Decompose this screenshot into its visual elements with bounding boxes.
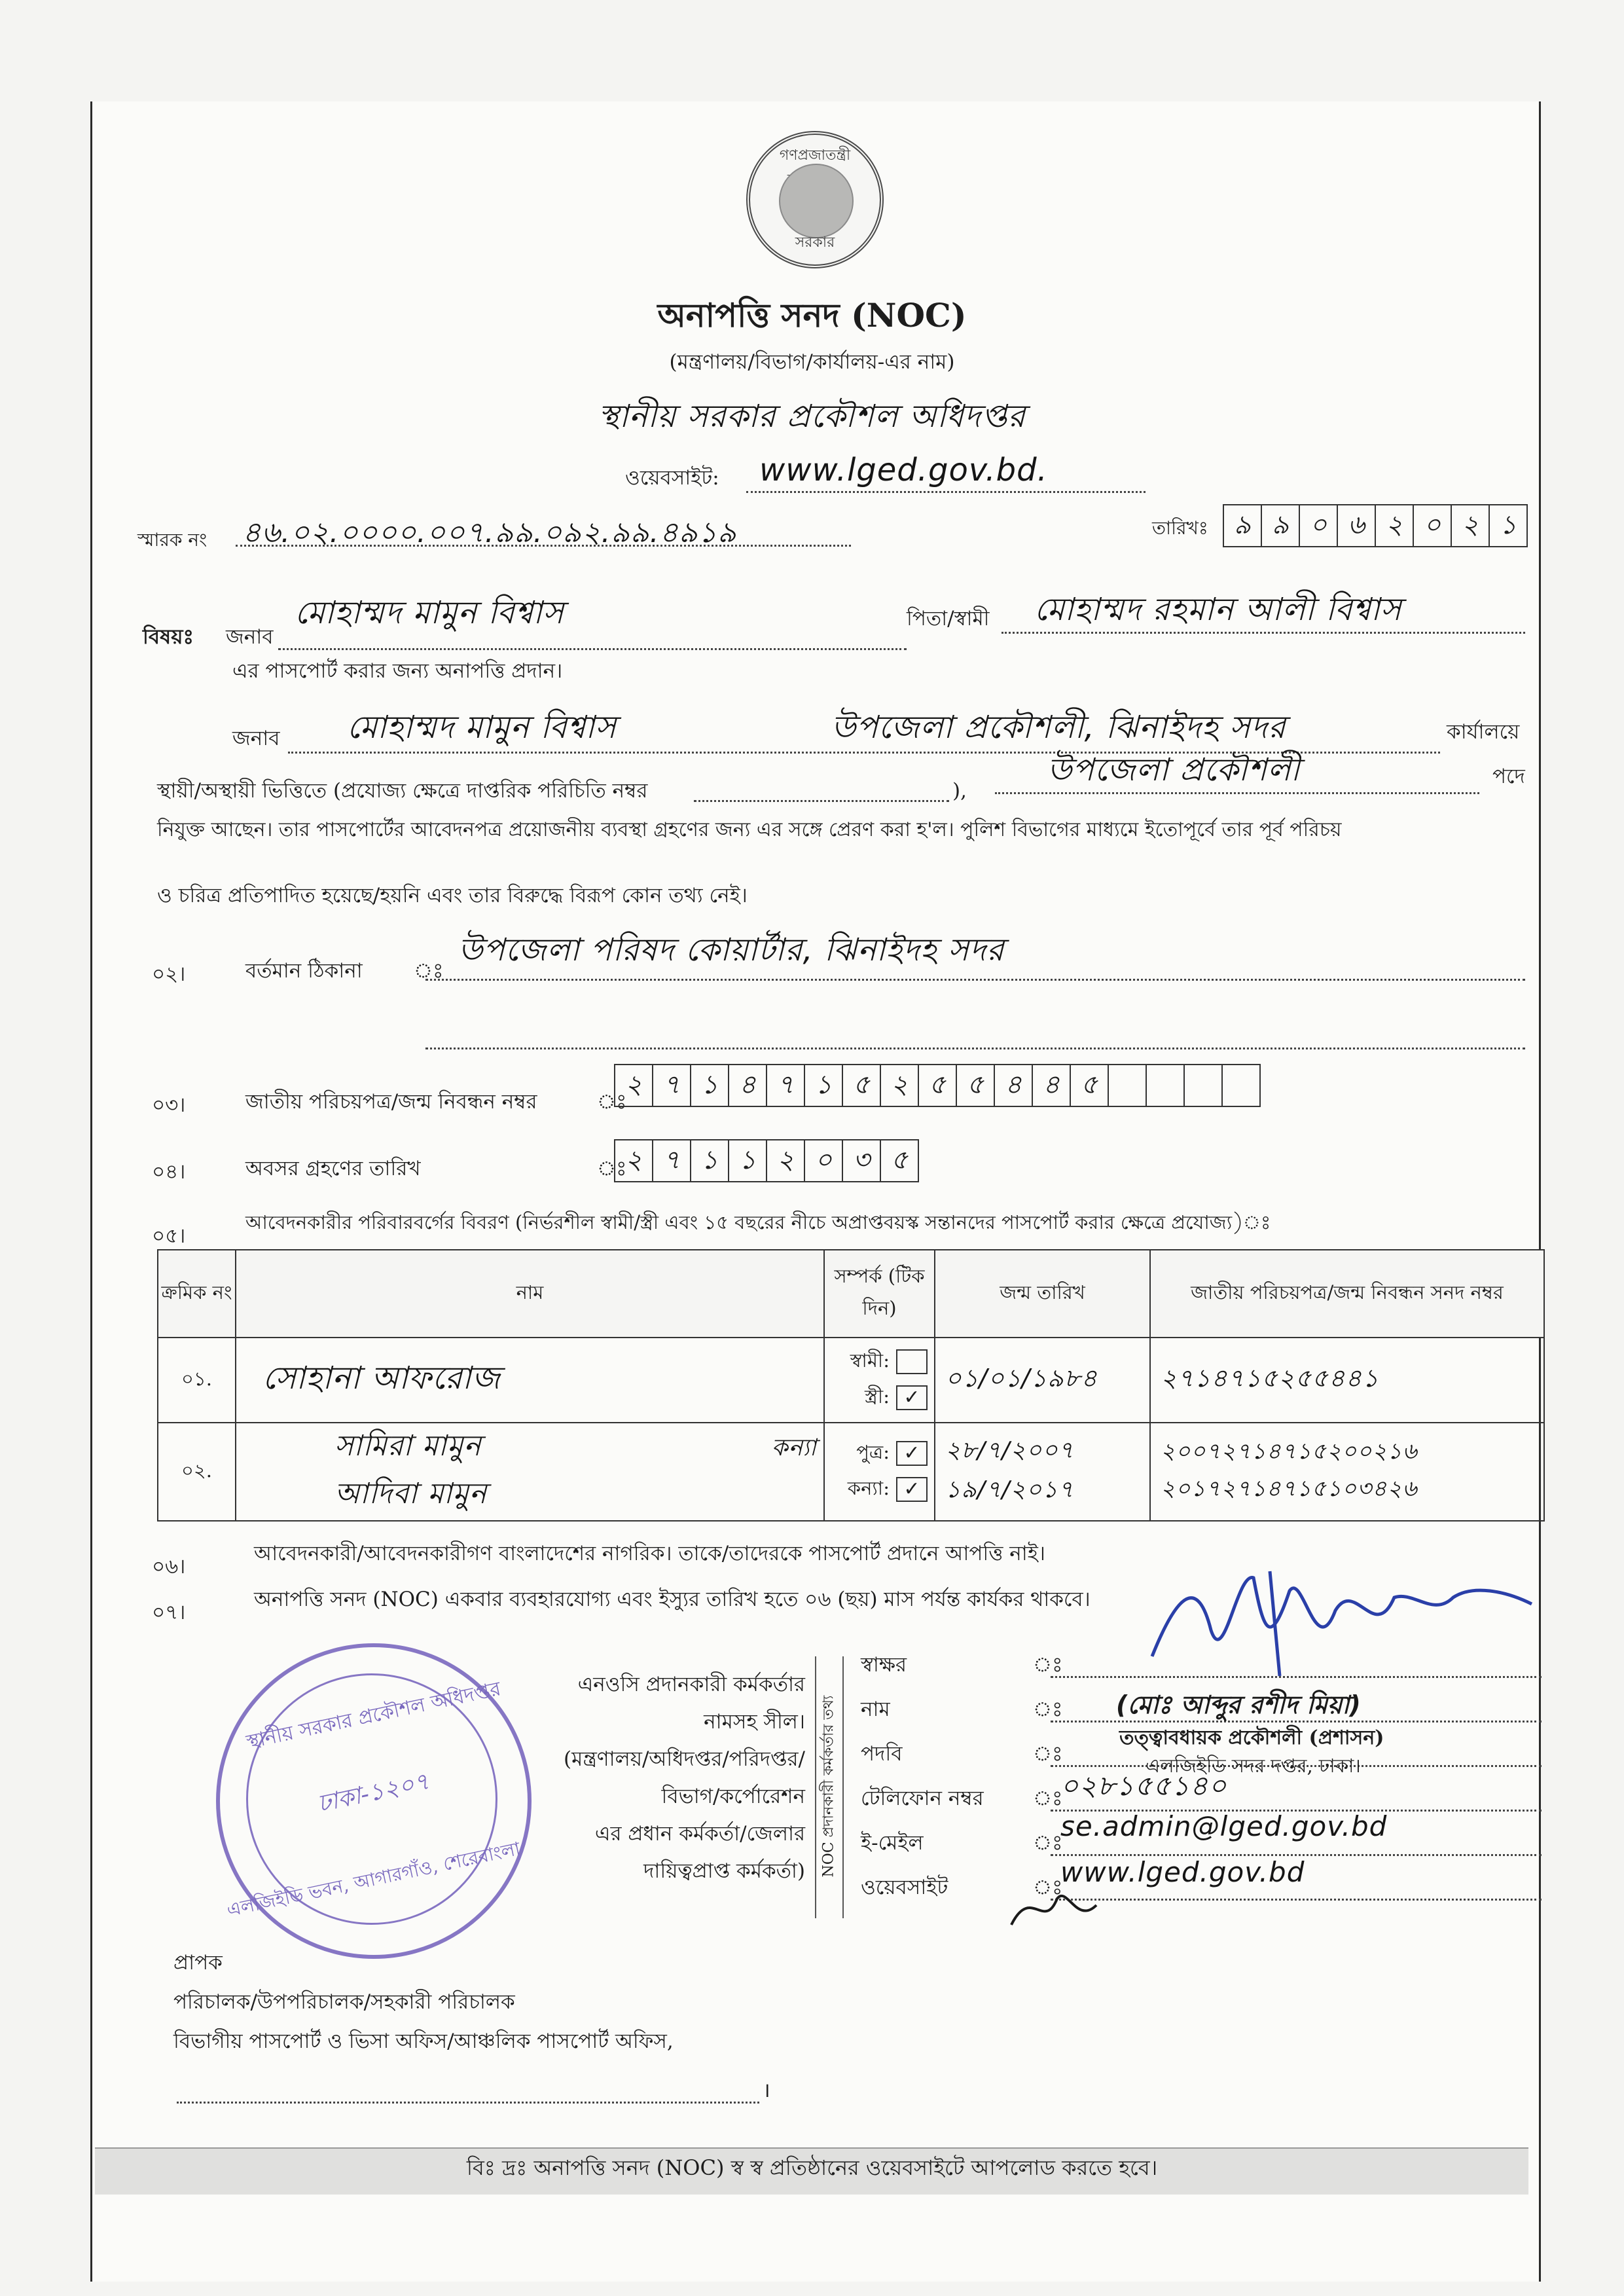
nid-digit-box: ৫ bbox=[842, 1064, 881, 1107]
nid-colon: ঃ bbox=[597, 1090, 627, 1114]
header-name: নাম bbox=[236, 1250, 824, 1338]
retire-digit-box: ২ bbox=[766, 1139, 805, 1182]
memo-number: ৪৬.০২.০০০০.০০৭.৯৯.০৯২.৯৯.৪৯১৯ bbox=[242, 516, 737, 549]
nid-digit-box: ৭ bbox=[652, 1064, 691, 1107]
nid-digit-box: ২ bbox=[880, 1064, 919, 1107]
relation-daughter-label: কন্যা: bbox=[847, 1477, 890, 1499]
officer-seal-name: (মোঃ আব্দুর রশীদ মিয়া) bbox=[1116, 1690, 1361, 1719]
father-label: পিতা/স্বামী bbox=[907, 607, 990, 630]
date-digit-box: ০ bbox=[1299, 504, 1338, 547]
officer-seal-office: এলজিইডি সদর দপ্তর, ঢাকা। bbox=[1146, 1755, 1361, 1777]
ministry-subtitle: (মন্ত্রণালয়/বিভাগ/কার্যালয়-এর নাম) bbox=[669, 350, 955, 374]
father-name: মোহাম্মদ রহমান আলী বিশ্বাস bbox=[1034, 591, 1402, 628]
nid-digit-box bbox=[1146, 1064, 1185, 1107]
retire-digit-box: ৫ bbox=[880, 1139, 919, 1182]
relation-son-label: পুত্র: bbox=[856, 1441, 890, 1463]
date-digit-box: ৯ bbox=[1223, 504, 1262, 547]
retire-digit-box: ৭ bbox=[652, 1139, 691, 1182]
row-nid bbox=[1150, 1423, 1544, 1521]
retire-colon: ঃ bbox=[597, 1157, 627, 1180]
address-colon: ঃ bbox=[414, 959, 444, 983]
officer-line-6: দায়িত্বপ্রাপ্ত কর্মকর্তা) bbox=[643, 1859, 805, 1883]
relation-daughter-checkbox[interactable]: ✓ bbox=[896, 1477, 928, 1502]
officer-signature bbox=[1139, 1552, 1545, 1683]
retire-digit-box: ১ bbox=[690, 1139, 729, 1182]
officer-phone: ০২৮১৫৫১৪০ bbox=[1060, 1770, 1227, 1802]
office-suffix: কার্যালয়ে bbox=[1447, 720, 1520, 744]
header-serial: ক্রমিক নং bbox=[158, 1250, 236, 1338]
member-dob-2: ১৯/৭/২০১৭ bbox=[945, 1476, 1074, 1503]
vertical-label: NOC প্রদানকারী কর্মকর্তার তথ্য bbox=[820, 1695, 837, 1878]
retire-digit-box: ২ bbox=[614, 1139, 653, 1182]
document-title: অনাপত্তি সনদ (NOC) bbox=[657, 296, 967, 335]
nid-digit-box: ৫ bbox=[956, 1064, 995, 1107]
officer-line-2: নামসহ সীল। bbox=[704, 1710, 805, 1734]
row-serial: ০১. bbox=[158, 1338, 236, 1423]
recipient-line-2: বিভাগীয় পাসপোর্ট ও ভিসা অফিস/আঞ্চলিক পাসপোর্ট অফিস, bbox=[173, 2030, 674, 2053]
officer-description bbox=[517, 1666, 805, 1890]
member-nid: ২০০৭২৭১৪৭১৫২০০২১৬ bbox=[1161, 1438, 1418, 1465]
nid-boxes bbox=[615, 1064, 1261, 1107]
subject-mr-label: জনাব bbox=[226, 625, 274, 649]
official-round-seal bbox=[216, 1643, 532, 1959]
header-dob: জন্ম তারিখ bbox=[935, 1250, 1150, 1338]
basis-close: ), bbox=[952, 779, 967, 803]
body-mr-label: জনাব bbox=[232, 727, 280, 750]
member-nid: ২৭১৪৭১৫২৫৫৪৪১ bbox=[1161, 1364, 1379, 1393]
applicant-name: মোহাম্মদ মামুন বিশ্বাস bbox=[295, 594, 564, 631]
seal-middle-text: ঢাকা-১২০৭ bbox=[315, 1768, 432, 1818]
seal-bottom-text: এলজিইডি ভবন, আগারগাঁও, শেরেবাংলা bbox=[225, 1837, 522, 1922]
nid-digit-box: ৪ bbox=[728, 1064, 767, 1107]
item-number-05: ০৫। bbox=[152, 1224, 186, 1248]
row-name bbox=[236, 1423, 824, 1521]
nid-digit-box: ৭ bbox=[766, 1064, 805, 1107]
date-label: তারিখঃ bbox=[1152, 517, 1208, 539]
item-number-04: ০৪। bbox=[152, 1160, 186, 1184]
officer-email: se.admin@lged.gov.bd bbox=[1060, 1810, 1388, 1842]
emblem-icon bbox=[779, 164, 854, 238]
member-nid-2: ২০১৭২৭১৪৭১৫১০৩৪২৬ bbox=[1161, 1476, 1418, 1502]
retirement-date-boxes bbox=[615, 1139, 919, 1182]
date-digit-box: ৯ bbox=[1261, 504, 1300, 547]
address-label: বর্তমান ঠিকানা bbox=[245, 959, 363, 983]
subject-purpose: এর পাসপোর্ট করার জন্য অনাপত্তি প্রদান। bbox=[232, 659, 563, 683]
nid-digit-box: ৪ bbox=[994, 1064, 1033, 1107]
officer-seal-title: তত্ত্বাবধায়ক প্রকৌশলী (প্রশাসন) bbox=[1119, 1726, 1384, 1749]
body-applicant-name: মোহাম্মদ মামুন বিশ্বাস bbox=[347, 709, 617, 746]
relation-husband-label: স্বামী: bbox=[850, 1349, 890, 1372]
retire-label: অবসর গ্রহণের তারিখ bbox=[245, 1157, 421, 1180]
row-name bbox=[236, 1338, 824, 1423]
date-digit-box: ২ bbox=[1451, 504, 1490, 547]
member-name-2: আদিবা মামুন bbox=[334, 1477, 488, 1510]
emblem-bottom-text: সরকার bbox=[795, 234, 835, 251]
post-suffix: পদে bbox=[1492, 765, 1525, 788]
row-dob bbox=[935, 1338, 1150, 1423]
website-value: www.lged.gov.bd. bbox=[759, 452, 1048, 488]
date-digit-box: ১ bbox=[1489, 504, 1528, 547]
table-row bbox=[158, 1423, 1544, 1521]
family-table bbox=[157, 1249, 1545, 1522]
recipient-label: প্রাপক bbox=[173, 1951, 223, 1975]
retire-digit-box: ১ bbox=[728, 1139, 767, 1182]
row-dob bbox=[935, 1423, 1150, 1521]
field-signature-label: স্বাক্ষর bbox=[861, 1653, 907, 1677]
relation-son-checkbox[interactable]: ✓ bbox=[896, 1441, 928, 1466]
row-nid bbox=[1150, 1338, 1544, 1423]
relation-note: কন্যা bbox=[771, 1434, 817, 1461]
nid-digit-box: ৫ bbox=[1070, 1064, 1109, 1107]
relation-husband-checkbox[interactable] bbox=[896, 1349, 928, 1374]
relation-wife-checkbox[interactable]: ✓ bbox=[896, 1385, 928, 1410]
retire-digit-box: ০ bbox=[804, 1139, 843, 1182]
field-website-label: ওয়েবসাইট bbox=[861, 1876, 948, 1899]
recipient-end: । bbox=[763, 2079, 770, 2102]
website-label: ওয়েবসাইট: bbox=[625, 466, 719, 490]
nid-digit-box bbox=[1183, 1064, 1223, 1107]
officer-line-1: এনওসি প্রদানকারী কর্মকর্তার bbox=[577, 1673, 805, 1696]
officer-line-4: বিভাগ/কর্পোরেশন bbox=[661, 1785, 805, 1808]
member-name: সোহানা আফরোজ bbox=[262, 1359, 501, 1396]
item-number-03: ০৩। bbox=[152, 1093, 186, 1117]
nid-digit-box: ১ bbox=[690, 1064, 729, 1107]
government-emblem bbox=[746, 131, 884, 268]
date-digit-box: ২ bbox=[1375, 504, 1414, 547]
row-relation bbox=[824, 1338, 935, 1423]
footer-note: বিঃ দ্রঃ অনাপত্তি সনদ (NOC) স্ব স্ব প্রতিষ্ঠানের ওয়েবসাইটে আপলোড করতে হবে। bbox=[466, 2155, 1158, 2180]
member-dob: ০১/০১/১৯৮৪ bbox=[945, 1364, 1098, 1393]
member-name: সামিরা মামুন bbox=[334, 1429, 482, 1463]
statement-06: আবেদনকারী/আবেদনকারীগণ বাংলাদেশের নাগরিক। তাকে/তাদেরকে পাসপোর্ট প্রদানে আপত্তি নাই। bbox=[254, 1542, 1046, 1565]
item-number-07: ০৭। bbox=[152, 1601, 186, 1624]
initials-signature bbox=[1005, 1879, 1110, 1938]
table-header-row bbox=[158, 1250, 1544, 1338]
recipient-line-1: পরিচালক/উপপরিচালক/সহকারী পরিচালক bbox=[173, 1990, 515, 2014]
nid-digit-box: ৪ bbox=[1032, 1064, 1071, 1107]
date-boxes bbox=[1224, 504, 1528, 547]
header-nid: জাতীয় পরিচয়পত্র/জন্ম নিবন্ধন সনদ নম্বর bbox=[1150, 1250, 1544, 1338]
nid-digit-box bbox=[1221, 1064, 1261, 1107]
field-name-label: নাম bbox=[861, 1698, 890, 1721]
field-email-label: ই-মেইল bbox=[861, 1831, 924, 1855]
item-number-02: ০২। bbox=[152, 962, 186, 986]
nid-digit-box: ২ bbox=[614, 1064, 653, 1107]
header-relation: সম্পর্ক (টিক দিন) bbox=[824, 1250, 935, 1338]
row-relation bbox=[824, 1423, 935, 1521]
member-dob: ২৮/৭/২০০৭ bbox=[945, 1437, 1075, 1464]
field-phone-label: টেলিফোন নম্বর bbox=[861, 1787, 984, 1810]
address-value: উপজেলা পরিষদ কোয়ার্টার, ঝিনাইদহ সদর bbox=[458, 932, 1005, 968]
subject-label: বিষয়ঃ bbox=[143, 625, 194, 649]
ministry-name: স্থানীয় সরকার প্রকৌশল অধিদপ্তর bbox=[598, 398, 1026, 435]
memo-label: স্মারক নং bbox=[137, 529, 208, 551]
relation-wife-label: স্ত্রী: bbox=[864, 1385, 890, 1408]
officer-line-5: এর প্রধান কর্মকর্তা/জেলার bbox=[594, 1822, 805, 1846]
officer-website: www.lged.gov.bd bbox=[1060, 1856, 1305, 1888]
family-label: আবেদনকারীর পরিবারবর্গের বিবরণ (নির্ভরশীল স্বামী/স্ত্রী এবং ১৫ বছরের নীচে অপ্রাপ্তবয়স্ক সন্তানদের পাসপোর্ট করার ক্ষেত্রে প্রযোজ্য)ঃ bbox=[245, 1211, 1271, 1233]
date-digit-box: ৬ bbox=[1337, 504, 1376, 547]
statement-07: অনাপত্তি সনদ (NOC) একবার ব্যবহারযোগ্য এবং ইস্যুর তারিখ হতে ০৬ (ছয়) মাস পর্যন্ত কার্যকর থাকবে। bbox=[254, 1588, 1091, 1611]
field-designation-label: পদবি bbox=[861, 1742, 903, 1766]
emblem-top-text: গণপ্রজাতন্ত্রী bbox=[779, 147, 851, 164]
body-office: উপজেলা প্রকৌশলী, ঝিনাইদহ সদর bbox=[831, 709, 1286, 746]
item-number-06: ০৬। bbox=[152, 1555, 186, 1578]
nid-digit-box bbox=[1108, 1064, 1147, 1107]
retire-digit-box: ৩ bbox=[842, 1139, 881, 1182]
date-digit-box: ০ bbox=[1413, 504, 1452, 547]
nid-digit-box: ৫ bbox=[918, 1064, 957, 1107]
body-line-4: ও চরিত্র প্রতিপাদিত হয়েছে/হয়নি এবং তার বিরুদ্ধে বিরূপ কোন তথ্য নেই। bbox=[157, 884, 748, 907]
post-name: উপজেলা প্রকৌশলী bbox=[1047, 752, 1301, 788]
nid-label: জাতীয় পরিচয়পত্র/জন্ম নিবন্ধন নম্বর bbox=[245, 1090, 537, 1114]
body-line-3: নিযুক্ত আছেন। তার পাসপোর্টের আবেদনপত্র প্রয়োজনীয় ব্যবস্থা গ্রহণের জন্য এর সঙ্গে প্রেরণ করা হ'ল। পুলিশ বিভাগের মাধ্যমে ইতোপূর্বে তার পূর্ব পরিচয় bbox=[157, 818, 1342, 841]
vertical-label-box bbox=[815, 1656, 844, 1918]
row-serial: ০২. bbox=[158, 1423, 236, 1521]
table-row bbox=[158, 1338, 1544, 1423]
officer-line-3: (মন্ত্রণালয়/অধিদপ্তর/পরিদপ্তর/ bbox=[564, 1747, 805, 1771]
seal-top-text: স্থানীয় সরকার প্রকৌশল অধিদপ্তর bbox=[244, 1677, 503, 1754]
nid-digit-box: ১ bbox=[804, 1064, 843, 1107]
basis-text: স্থায়ী/অস্থায়ী ভিত্তিতে (প্রযোজ্য ক্ষেত্রে দাপ্তরিক পরিচিতি নম্বর bbox=[157, 779, 648, 803]
